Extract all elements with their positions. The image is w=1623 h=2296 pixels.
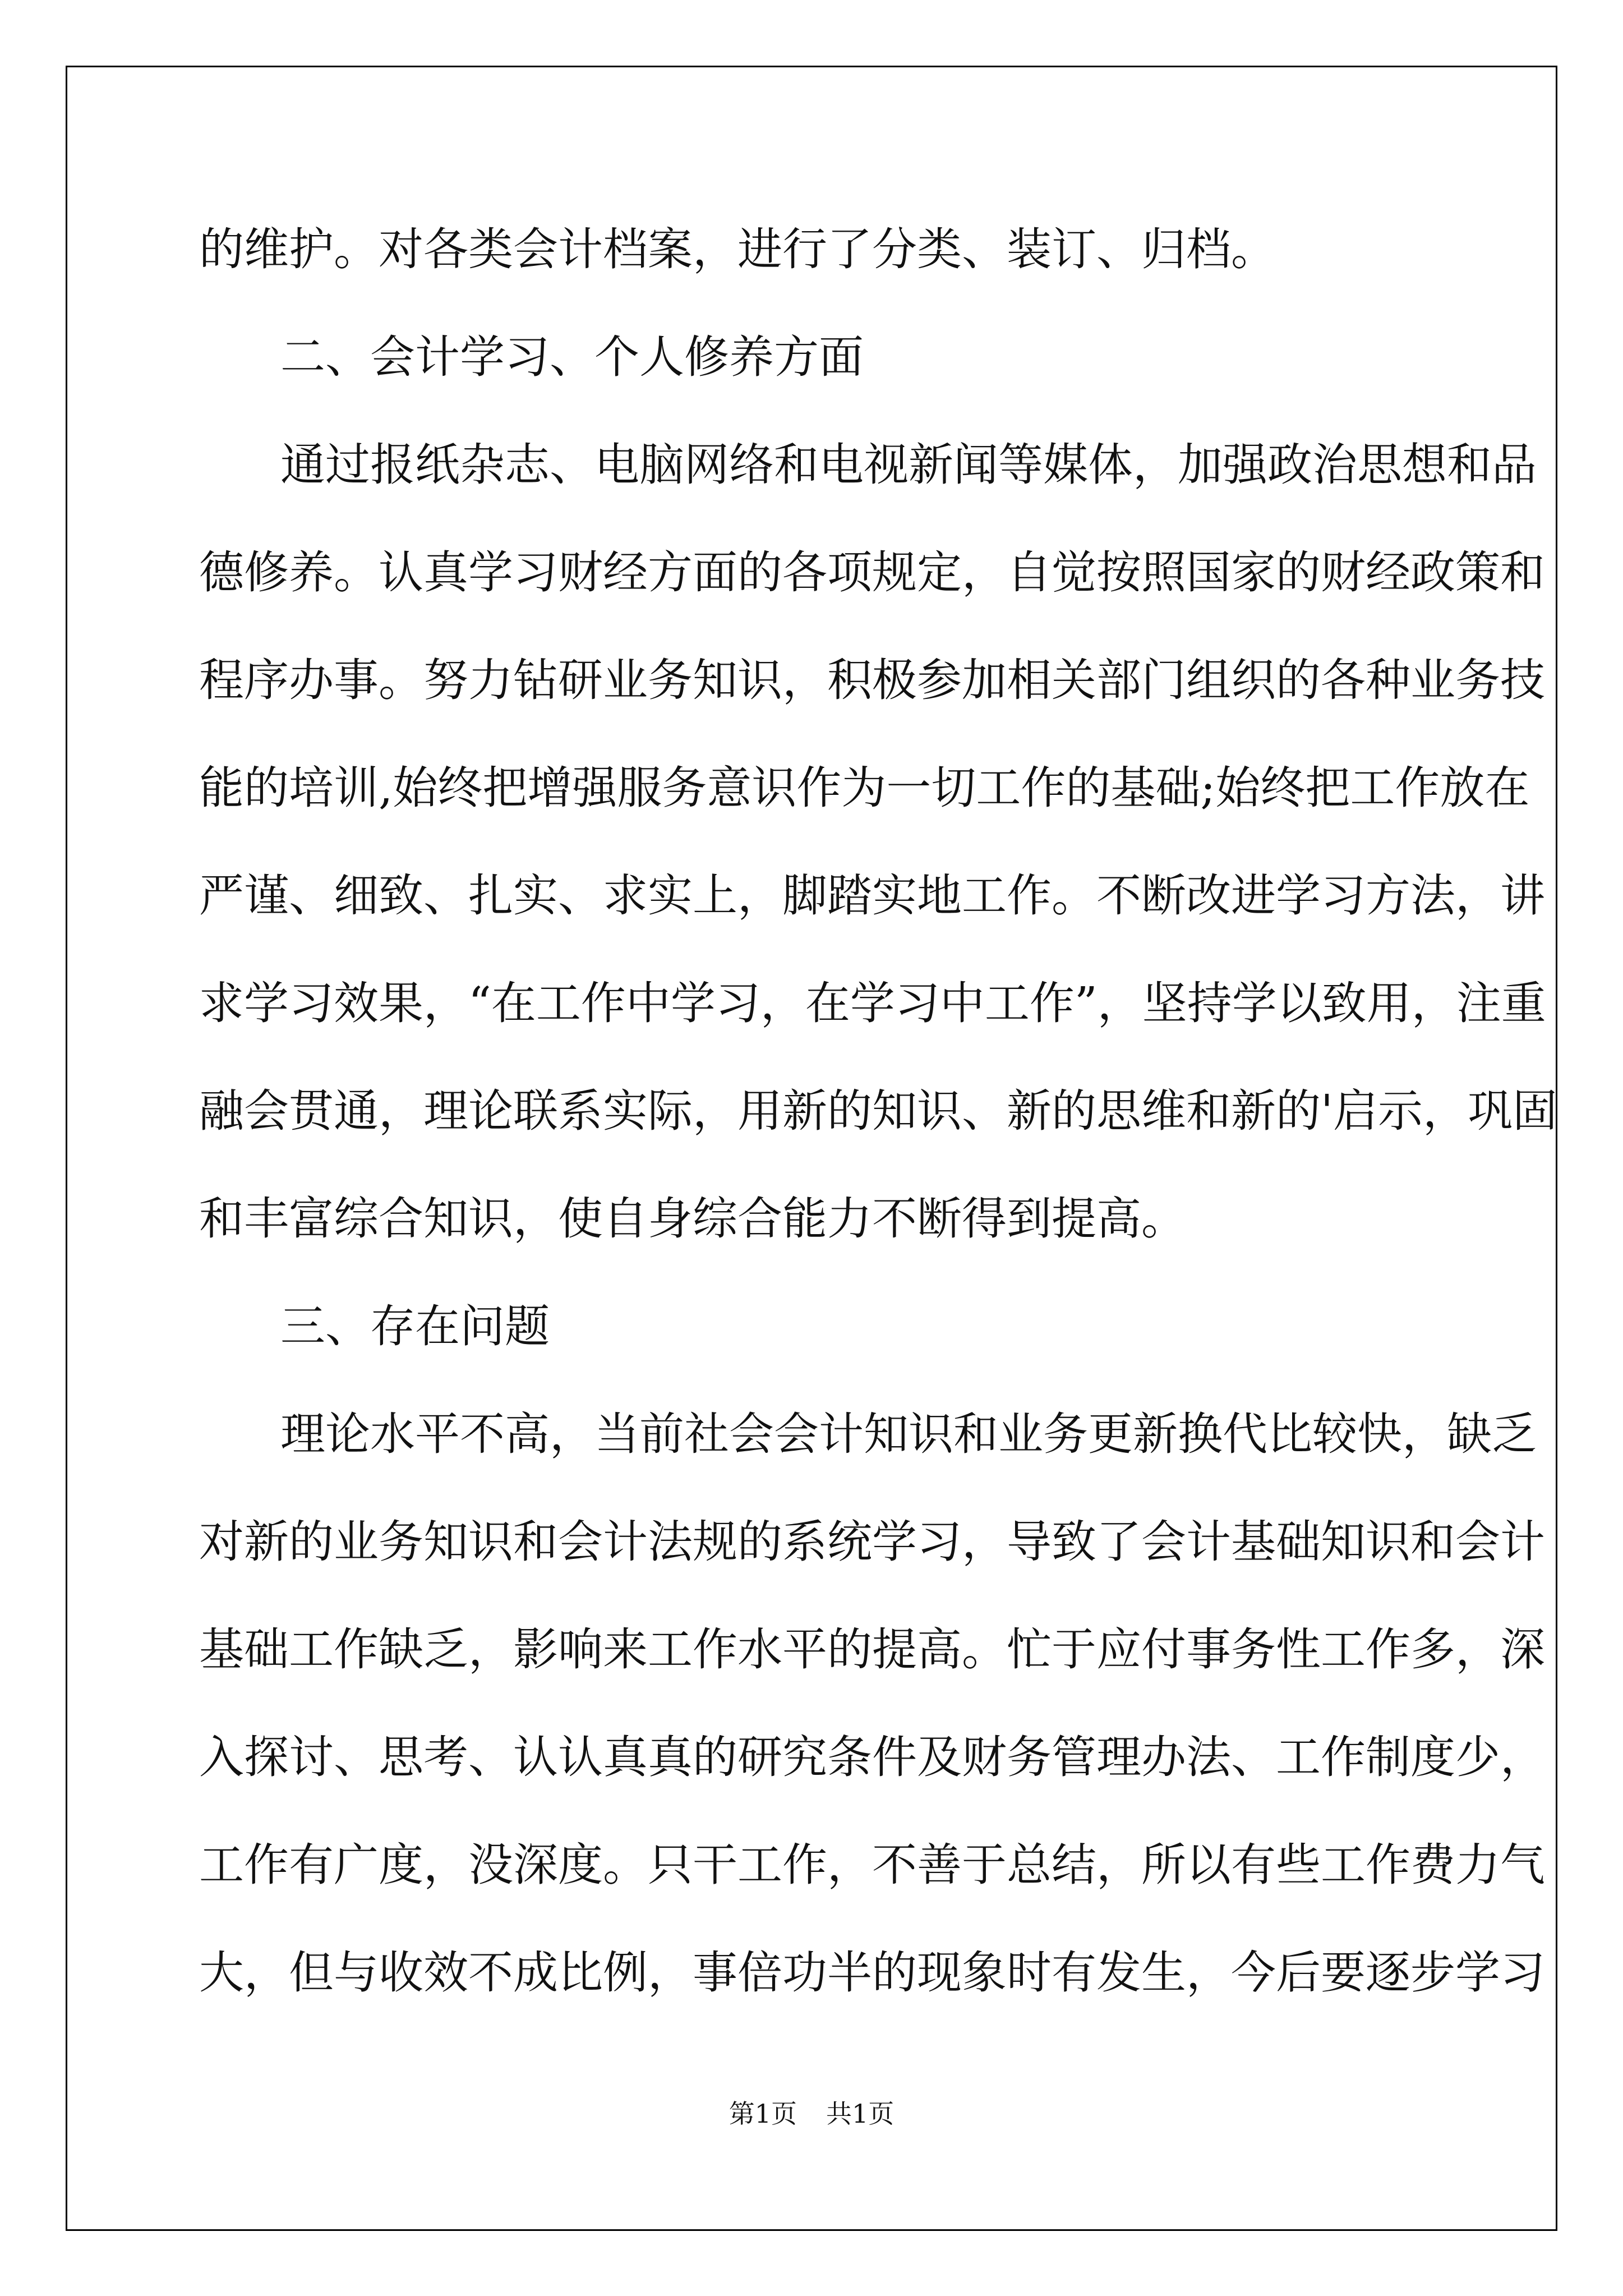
text-line: 的维护。对各类会计档案，进行了分类、装订、归档。 [199,223,1276,275]
page-total: 共1页 [826,2099,895,2129]
text-line: 通过报纸杂志、电脑网络和电视新闻等媒体，加强政治思想和品 [280,439,1537,491]
text-line: 能的培训,始终把增强服务意识作为一切工作的基础;始终把工作放在 [199,762,1530,814]
text-line: 大，但与收效不成比例，事倍功半的现象时有发生，今后要逐步学习 [199,1947,1545,1999]
text-line: 基础工作缺乏，影响来工作水平的提高。忙于应付事务性工作多，深 [199,1623,1545,1676]
text-line: 求学习效果，“在工作中学习，在学习中工作”，坚持学以致用，注重 [199,977,1546,1029]
text-line: 融会贯通，理论联系实际，用新的知识、新的思维和新的'启示，巩固 [199,1085,1557,1137]
text-line: 和丰富综合知识，使自身综合能力不断得到提高。 [199,1193,1186,1245]
text-line: 理论水平不高，当前社会会计知识和业务更新换代比较快，缺乏 [280,1408,1537,1460]
text-line: 对新的业务知识和会计法规的系统学习，导致了会计基础知识和会计 [199,1516,1545,1568]
page-footer [0,2097,1623,2131]
text-line: 工作有广度，没深度。只干工作，不善于总结，所以有些工作费力气 [199,1839,1545,1891]
text-line: 严谨、细致、扎实、求实上，脚踏实地工作。不断改进学习方法，讲 [199,869,1545,922]
text-line: 德修养。认真学习财经方面的各项规定，自觉按照国家的财经政策和 [199,546,1545,599]
text-line: 入探讨、思考、认认真真的研究条件及财务管理办法、工作制度少， [199,1731,1545,1783]
page-border [66,66,1557,2231]
section-heading: 三、存在问题 [280,1300,550,1352]
section-heading: 二、会计学习、个人修养方面 [280,331,864,383]
text-line: 程序办事。努力钻研业务知识，积极参加相关部门组织的各种业务技 [199,654,1545,706]
page-number: 第1页 [728,2099,797,2129]
